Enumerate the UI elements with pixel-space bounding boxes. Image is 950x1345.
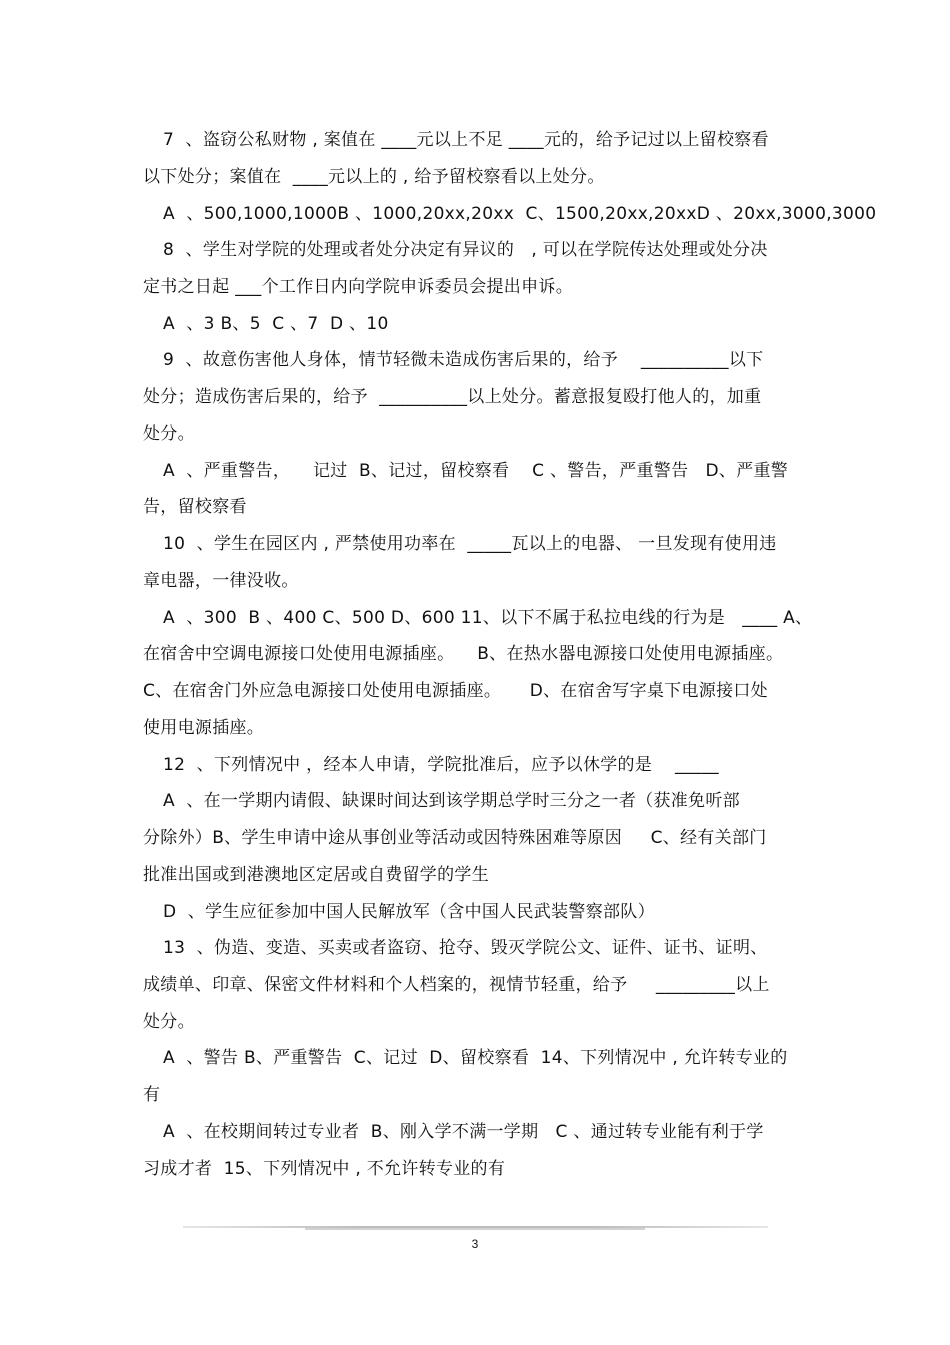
text-line: C、在宿舍门外应急电源接口处使用电源插座。 D、在宿舍写字桌下电源接口处 xyxy=(143,681,768,701)
text-line: A 、在一学期内请假、缺课时间达到该学期总学时三分之一者（获准免听部 xyxy=(163,791,740,811)
text-line: 10 、学生在园区内 , 严禁使用功率在 _____瓦以上的电器、 一旦发现有使用违 xyxy=(163,534,777,554)
text-line: A 、300 B 、400 C、500 D、600 11、以下不属于私拉电线的行为是 ____ A、 xyxy=(163,608,813,628)
text-line: A 、警告 B、严重警告 C、记过 D、留校察看 14、下列情况中 , 允许转专业的 xyxy=(163,1048,788,1068)
text-line: 8 、学生对学院的处理或者处分决定有异议的 , 可以在学院传达处理或处分决 xyxy=(163,240,768,260)
text-line: 有 xyxy=(143,1085,161,1105)
text-line: 分除外）B、学生申请中途从事创业等活动或因特殊困难等原因 C、经有关部门 xyxy=(143,828,767,848)
text-line: 处分；造成伤害后果的，给予 __________以上处分。蓄意报复殴打他人的，加重 xyxy=(143,387,762,407)
text-line: 9 、故意伤害他人身体，情节轻微未造成伤害后果的，给予 __________以下 xyxy=(163,350,764,370)
text-line: A 、严重警告， 记过 B、记过，留校察看 C 、警告，严重警告 D、严重警 xyxy=(163,461,789,481)
text-line: A 、3 B、5 C 、7 D 、10 xyxy=(163,314,389,334)
text-line: D 、学生应征参加中国人民解放军（含中国人民武装警察部队） xyxy=(163,902,655,922)
text-line: 批准出国或到港澳地区定居或自费留学的学生 xyxy=(143,865,489,885)
text-line: 习成才者 15、下列情况中 , 不允许转专业的有 xyxy=(143,1159,506,1179)
footer-divider-accent xyxy=(305,1228,645,1230)
text-line: 定书之日起 ___个工作日内向学院申诉委员会提出申诉。 xyxy=(143,277,574,297)
text-line: 12 、下列情况中 ，经本人申请，学院批准后，应予以休学的是 _____ xyxy=(163,755,719,775)
text-line: 使用电源插座。 xyxy=(143,718,265,738)
text-line: 7 、盗窃公私财物 , 案值在 ____元以上不足 ____元的，给予记过以上留校察看 xyxy=(163,130,769,150)
text-line: 13 、伪造、变造、买卖或者盗窃、抢夺、毁灭学院公文、证件、证书、证明、 xyxy=(163,938,768,958)
text-line: 以下处分；案值在 ____元以上的 , 给予留校察看以上处分。 xyxy=(143,167,605,187)
page-number: 3 xyxy=(471,1237,479,1251)
text-line: 成绩单、印章、保密文件材料和个人档案的，视情节轻重，给予 _________以上 xyxy=(143,975,770,995)
text-line: 章电器，一律没收。 xyxy=(143,571,299,591)
text-line: A 、在校期间转过专业者 B、刚入学不满一学期 C 、通过转专业能有利于学 xyxy=(163,1122,764,1142)
text-line: 处分。 xyxy=(143,1012,195,1032)
text-line: 在宿舍中空调电源接口处使用电源插座。 B、在热水器电源接口处使用电源插座。 xyxy=(143,644,784,664)
text-line: A 、500,1000,1000B 、1000,20xx,20xx C、1500,20xx,20xxD 、20xx,3000,3000 xyxy=(163,204,877,224)
text-line: 处分。 xyxy=(143,424,195,444)
text-line: 告，留校察看 xyxy=(143,497,247,517)
